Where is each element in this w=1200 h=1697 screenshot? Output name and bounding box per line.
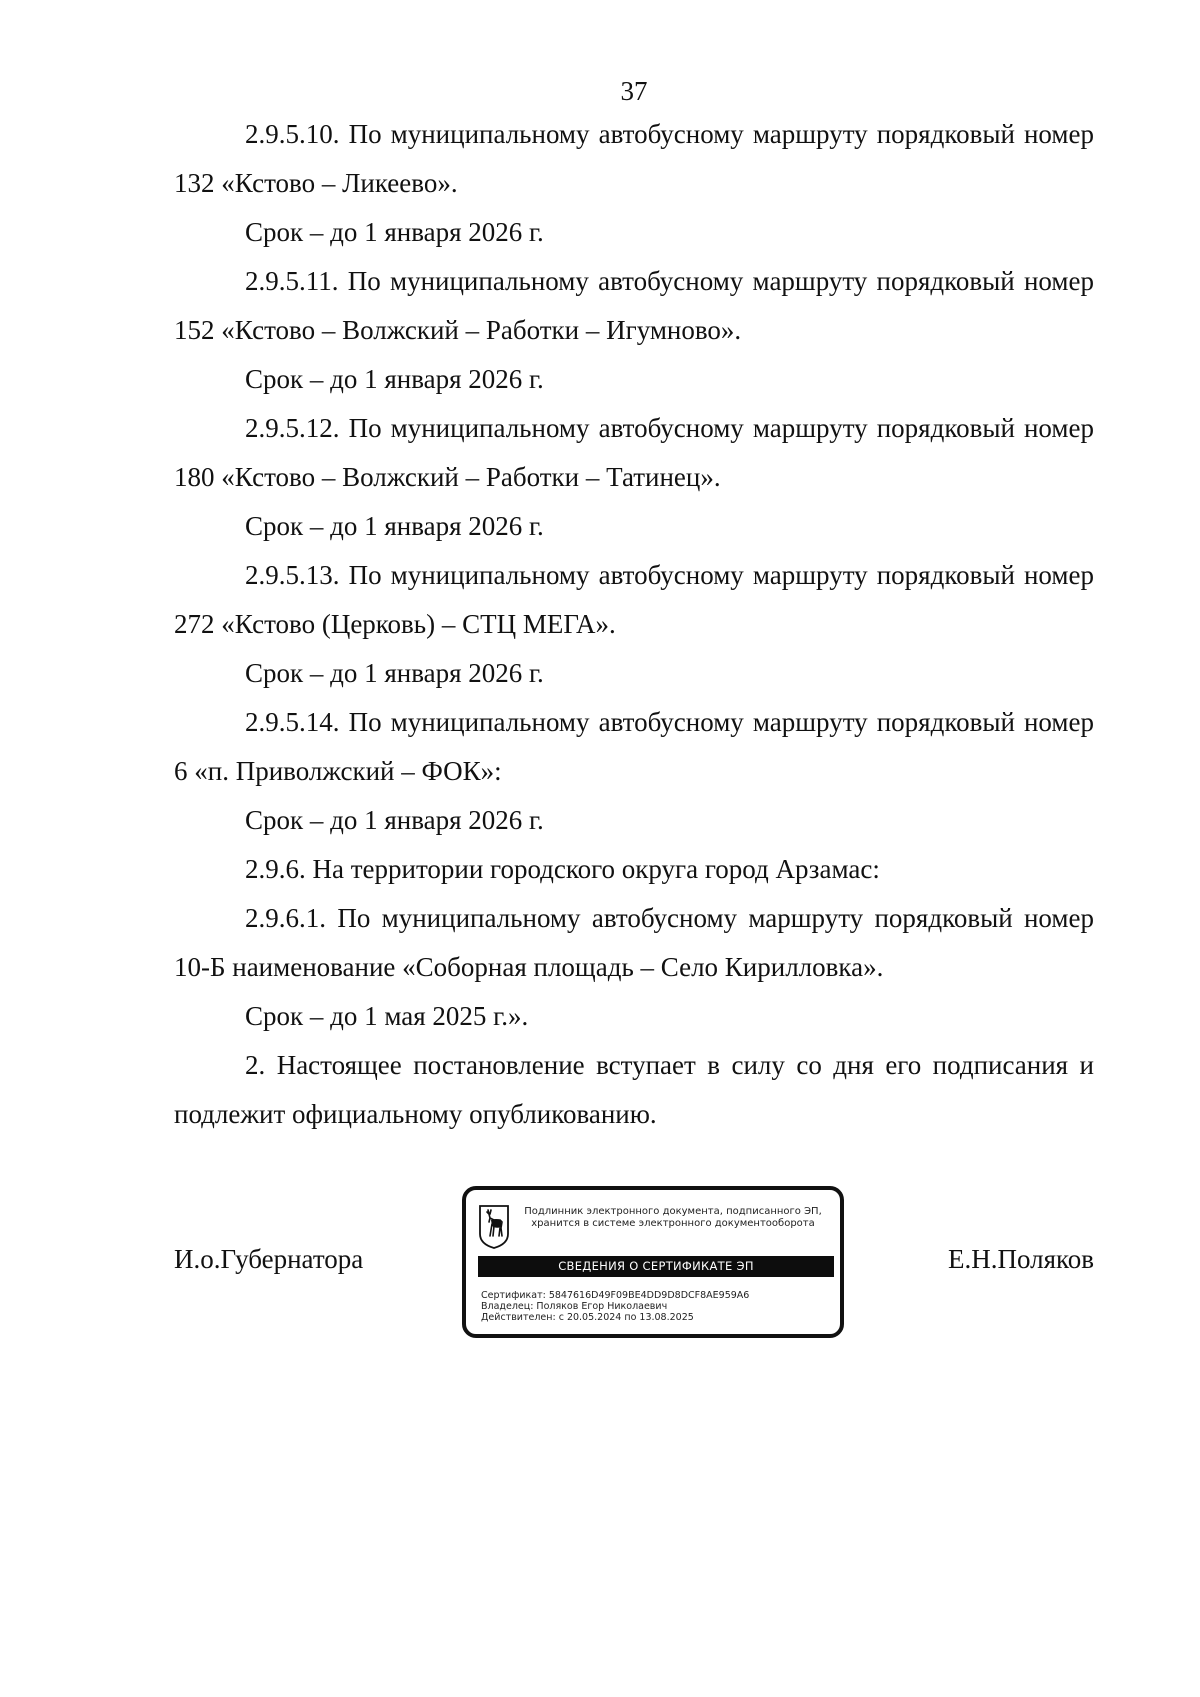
- paragraph: Срок – до 1 января 2026 г.: [245, 511, 544, 541]
- paragraph: 2.9.5.13. По муниципальному автобусному маршруту порядковый номер 272 «Кстово (Церковь) – СТЦ МЕГА».: [174, 560, 1094, 639]
- stamp-header: [514, 1206, 832, 1230]
- stamp-title: СВЕДЕНИЯ О СЕРТИФИКАТЕ ЭП: [478, 1256, 834, 1277]
- stamp-owner: Владелец: Поляков Егор Николаевич: [481, 1301, 668, 1312]
- signatory-position: И.о.Губернатора: [174, 1244, 364, 1274]
- paragraph: 2. Настоящее постановление вступает в силу со дня его подписания и подлежит официальному опубликованию.: [174, 1050, 1094, 1129]
- electronic-signature-stamp: [462, 1186, 844, 1338]
- signatory-name: Е.Н.Поляков: [947, 1244, 1094, 1274]
- paragraph: 2.9.5.14. По муниципальному автобусному маршруту порядковый номер 6 «п. Приволжский – ФОК»:: [174, 707, 1094, 786]
- paragraph: Срок – до 1 января 2026 г.: [245, 805, 544, 835]
- stamp-certificate: Сертификат: 5847616D49F09BE4DD9D8DCF8AE959A6: [481, 1290, 750, 1301]
- deer-coat-of-arms-icon: [478, 1204, 510, 1250]
- paragraph: 2.9.5.11. По муниципальному автобусному маршруту порядковый номер 152 «Кстово – Волжский – Работки – Игумново».: [174, 266, 1094, 345]
- stamp-details: [481, 1290, 836, 1323]
- paragraph: Срок – до 1 января 2026 г.: [245, 658, 544, 688]
- paragraph: 2.9.5.12. По муниципальному автобусному маршруту порядковый номер 180 «Кстово – Волжский – Работки – Татинец».: [174, 413, 1094, 492]
- page-number: 37: [620, 76, 648, 106]
- paragraph: Срок – до 1 января 2026 г.: [245, 217, 544, 247]
- stamp-validity: Действителен: с 20.05.2024 по 13.08.2025: [481, 1312, 694, 1323]
- document-body: [174, 110, 1094, 1139]
- stamp-header-line: Подлинник электронного документа, подписанного ЭП,: [524, 1206, 822, 1217]
- paragraph: 2.9.6. На территории городского округа город Арзамас:: [245, 854, 880, 884]
- stamp-header-line: хранится в системе электронного документооборота: [531, 1218, 815, 1229]
- paragraph: 2.9.5.10. По муниципальному автобусному маршруту порядковый номер 132 «Кстово – Ликеево».: [174, 119, 1094, 198]
- paragraph: Срок – до 1 января 2026 г.: [245, 364, 544, 394]
- paragraph: 2.9.6.1. По муниципальному автобусному маршруту порядковый номер 10-Б наименование «Соборная площадь – Село Кирилловка».: [174, 903, 1094, 982]
- paragraph: Срок – до 1 мая 2025 г.».: [245, 1001, 529, 1031]
